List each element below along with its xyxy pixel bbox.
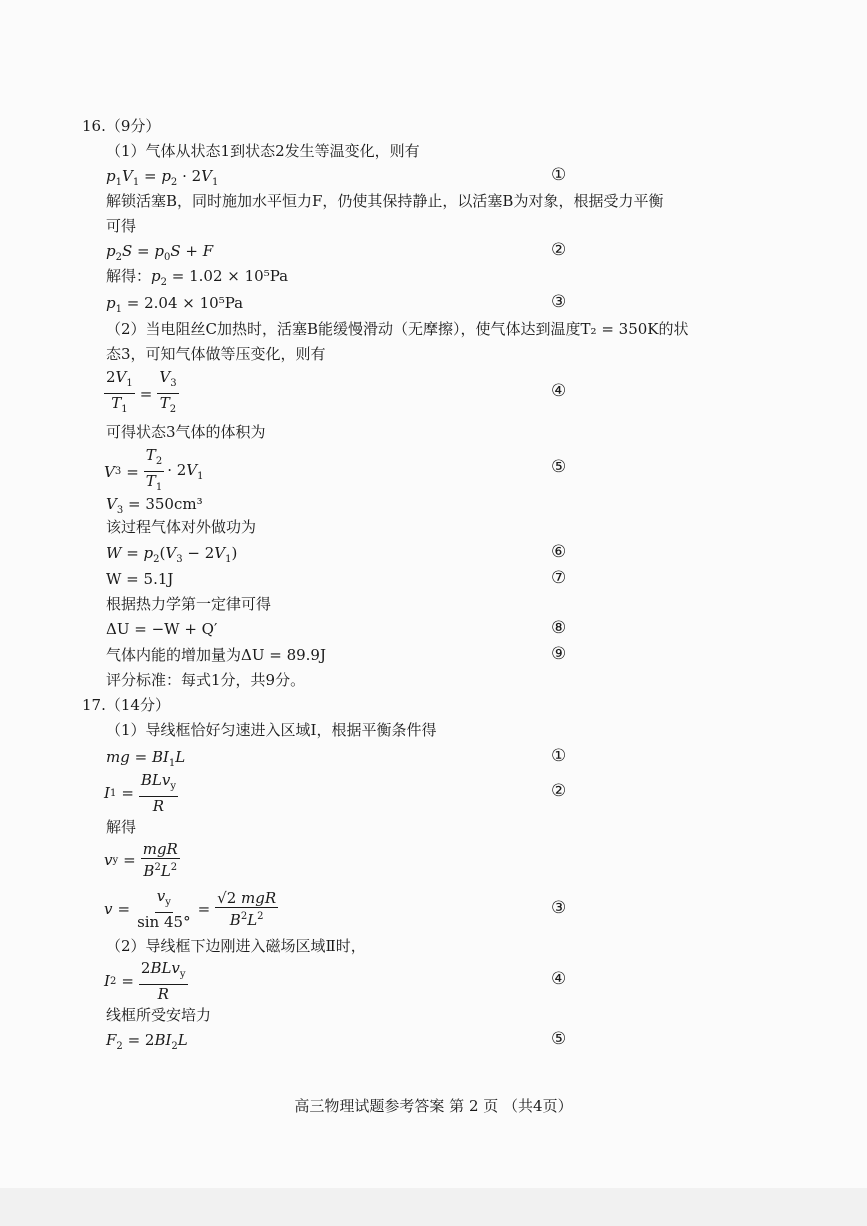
q17-eq2: I 1 = $\frac{BLv_y}{R}$ — [104, 771, 177, 815]
q17-force-text: 线框所受安培力 — [106, 1006, 212, 1024]
q17-marker-3: ③ — [551, 898, 567, 918]
marker-1: ① — [551, 165, 567, 185]
q17-eq5: $F_2 = 2BI_2L$ — [106, 1031, 188, 1052]
q16-eq1: $p_1V_1 = p_2 \cdot 2V_1$ — [106, 167, 219, 188]
q16-eq5: V 3 = $\frac{T_2}{T_1}$ · $2V_1$ — [104, 446, 204, 493]
q17-part1-intro: （1）导线框恰好匀速进入区域Ⅰ，根据平衡条件得 — [106, 721, 437, 739]
q16-eq4: $\frac{2V_1}{T_1}$ = $\frac{V_3}{T_2}$ — [106, 368, 177, 415]
q16-eq2: $p_2S = p_0S + F$ — [106, 242, 214, 263]
marker-3: ③ — [551, 292, 567, 312]
q16-part2-intro: （2）当电阻丝C加热时，活塞B能缓慢滑动（无摩擦），使气体达到温度T₂ = 350K的状 — [106, 320, 689, 338]
marker-8: ⑧ — [551, 618, 567, 638]
q16-part1-intro: （1）气体从状态1到状态2发生等温变化，则有 — [106, 142, 420, 160]
marker-5: ⑤ — [551, 457, 567, 477]
q16-unlock-text-cont: 可得 — [106, 217, 137, 235]
q16-p1-result: $p_1 = 2.04 \times 10^5Pa$ — [106, 294, 244, 315]
marker-9: ⑨ — [551, 644, 567, 664]
q17-eq4: I 2 = $\frac{2BLv_y}{R}$ — [104, 959, 186, 1003]
p1-value: = 2.04 × 10⁵Pa — [126, 294, 244, 312]
q16-header: 16.（9分） — [82, 117, 161, 135]
q17-marker-4: ④ — [551, 969, 567, 989]
marker-2: ② — [551, 240, 567, 260]
p2-value: = 1.02 × 10⁵Pa — [171, 267, 289, 285]
q17-part2-intro: （2）导线框下边刚进入磁场区域Ⅱ时， — [106, 937, 366, 955]
q16-w-result: W = 5.1J — [106, 570, 174, 588]
q16-work-text: 该过程气体对外做功为 — [106, 518, 257, 536]
q17-eq3: v = $\frac{v_y}{\sin 45^\circ}$ = $\frac{\text{√2 mgR}}{B^2L^2}$ — [104, 887, 277, 931]
q16-volume-text: 可得状态3气体的体积为 — [106, 423, 266, 441]
v3-value: = 350cm³ — [128, 495, 203, 513]
marker-7: ⑦ — [551, 568, 567, 588]
q16-v3-result: $V_3 = 350cm^3$ — [106, 495, 203, 516]
q16-eq8: ΔU = −W + Q′ — [106, 620, 218, 638]
page-footer: 高三物理试题参考答案 第 2 页 （共4页） — [294, 1097, 573, 1115]
q17-marker-1: ① — [551, 746, 567, 766]
q16-scoring: 评分标准：每式1分，共9分。 — [106, 671, 306, 689]
q16-unlock-text: 解锁活塞B，同时施加水平恒力F，仍使其保持静止，以活塞B为对象，根据受力平衡 — [106, 192, 664, 210]
q17-solve-label: 解得 — [106, 818, 137, 836]
q16-du-result: 气体内能的增加量为ΔU = 89.9J — [106, 646, 326, 664]
marker-6: ⑥ — [551, 542, 567, 562]
q17-eq1: mg = $BI_1L$ — [106, 748, 186, 769]
q17-marker-5: ⑤ — [551, 1029, 567, 1049]
q16-part2-intro-cont: 态3，可知气体做等压变化，则有 — [106, 345, 326, 363]
bottom-strip — [0, 1188, 867, 1226]
q17-marker-2: ② — [551, 781, 567, 801]
q16-eq6: $W = p_2(V_3 - 2V_1)$ — [106, 544, 238, 565]
q17-header: 17.（14分） — [82, 696, 170, 714]
q17-vy-eq: v y = $\frac{\text{mgR}}{B^2L^2}$ — [104, 840, 178, 880]
marker-4: ④ — [551, 381, 567, 401]
q16-first-law-text: 根据热力学第一定律可得 — [106, 595, 272, 613]
q16-p2-result: 解得：$p_2 = 1.02 \times 10^5Pa$ — [106, 267, 289, 288]
solve-label: 解得： — [106, 267, 152, 285]
